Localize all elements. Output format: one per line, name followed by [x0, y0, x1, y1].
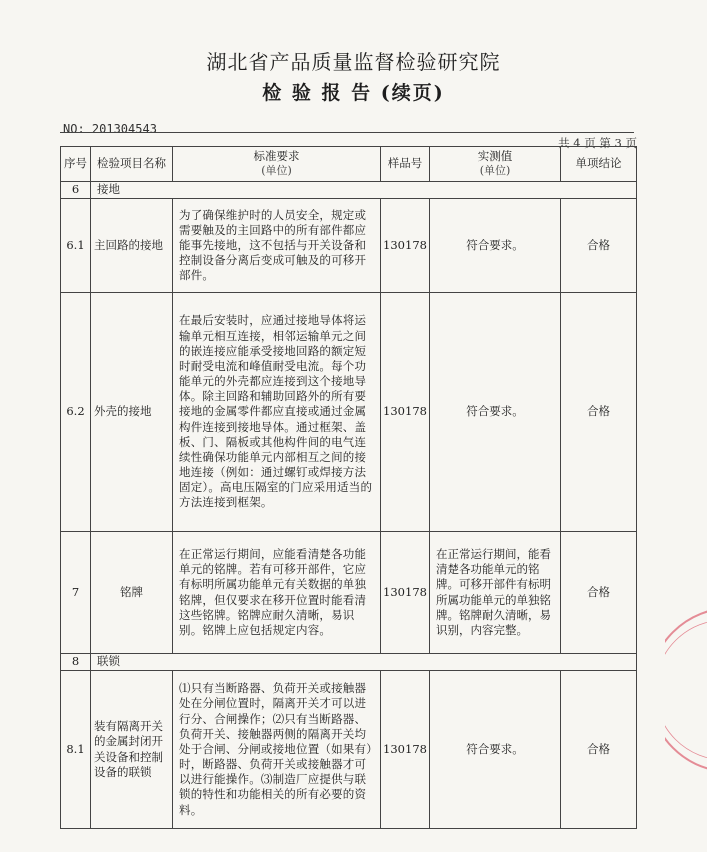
item-name: 主回路的接地 — [91, 199, 173, 293]
table-row — [61, 199, 637, 293]
measured-value: 符合要求。 — [430, 199, 561, 293]
item-name: 外壳的接地 — [91, 293, 173, 532]
section-number: 8 — [61, 654, 91, 671]
col-item-header: 检验项目名称 — [91, 147, 173, 182]
result-verdict: 合格 — [561, 293, 637, 532]
col-requirement-header — [173, 147, 381, 182]
sample-number: 130178 — [381, 199, 430, 293]
row-number: 7 — [61, 532, 91, 654]
col-sample-header: 样品号 — [381, 147, 430, 182]
requirement-unit-label: (单位) — [261, 164, 292, 178]
measured-header-label: 实测值 — [477, 149, 513, 164]
row-number: 6.1 — [61, 199, 91, 293]
report-title: 检 验 报 告 (续页) — [262, 82, 445, 104]
seal-graphic — [665, 600, 707, 780]
table-row — [61, 671, 637, 829]
sample-number: 130178 — [381, 293, 430, 532]
requirement-header-label: 标准要求 — [253, 149, 300, 164]
section-title: 接地 — [91, 182, 637, 199]
item-name: 装有隔离开关的金属封闭开关设备和控制设备的联锁 — [91, 671, 173, 829]
report-number: NO: 201304543 — [63, 122, 157, 136]
requirement-text: ⑴只有当断路器、负荷开关或接触器处在分闸位置时，隔离开关才可以进行分、合闸操作；⑵只有当断路器、负荷开关、接触器两侧的隔离开关均处于合闸、分闸或接地位置（如果有）时，断路器、负荷开关或接触器才可以进行能操作。⑶制造厂应提供与联锁的特性和功能相关的所有必要的资料。 — [173, 671, 381, 829]
measured-value: 符合要求。 — [430, 293, 561, 532]
table-header-row — [61, 147, 637, 182]
sample-number: 130178 — [381, 532, 430, 654]
section-title: 联锁 — [91, 654, 637, 671]
measured-value: 在正常运行期间，能看清楚各功能单元的铭牌。可移开部件有标明所属功能单元的单独铭牌。铭牌耐久清晰，易识别，内容完整。 — [430, 532, 561, 654]
organization-name: 湖北省产品质量监督检验研究院 — [206, 50, 501, 74]
header-rule — [60, 132, 634, 133]
requirement-text: 在最后安装时，应通过接地导体将运输单元相互连接，相邻运输单元之间的嵌连接应能承受接地回路的额定短时耐受电流和峰值耐受电流。每个功能单元的外壳都应连接到这个接地导体。除主回路和辅助回路外的所有要接地的金属零件都应直接或通过金属构件连接到接地导体。通过框架、盖板、门、隔板或其他构件间的电气连续性确保功能单元内部相互之间的接地连接（例如：通过螺钉或焊接方法固定）。高电压隔室的门应采用适当的方法连接到框架。 — [173, 293, 381, 532]
table-row — [61, 532, 637, 654]
measured-value: 符合要求。 — [430, 671, 561, 829]
col-measured-header — [430, 147, 561, 182]
inspection-table — [60, 146, 637, 829]
table-row — [61, 293, 637, 532]
official-seal-stamp — [665, 600, 707, 780]
result-verdict: 合格 — [561, 532, 637, 654]
row-number: 6.2 — [61, 293, 91, 532]
requirement-text: 为了确保维护时的人员安全，规定或需要触及的主回路中的所有部件都应能事先接地，这不包括与开关设备和控制设备分离后变成可触及的可移开部件。 — [173, 199, 381, 293]
section-row-interlock — [61, 654, 637, 671]
measured-unit-label: (单位) — [479, 164, 511, 178]
col-num-header: 序号 — [61, 147, 91, 182]
page-count: 共 4 页 第 3 页 — [558, 136, 637, 150]
requirement-text: 在正常运行期间，应能看清楚各功能单元的铭牌。若有可移开部件，它应有标明所属功能单元有关数据的单独铭牌，但仅要求在移开位置时能看清这些铭牌。铭牌应耐久清晰，易识别。铭牌上应包括规定内容。 — [173, 532, 381, 654]
sample-number: 130178 — [381, 671, 430, 829]
row-number: 8.1 — [61, 671, 91, 829]
result-verdict: 合格 — [561, 199, 637, 293]
col-result-header: 单项结论 — [561, 147, 637, 182]
section-number: 6 — [61, 182, 91, 199]
section-row-grounding — [61, 182, 637, 199]
item-name: 铭牌 — [91, 532, 173, 654]
result-verdict: 合格 — [561, 671, 637, 829]
